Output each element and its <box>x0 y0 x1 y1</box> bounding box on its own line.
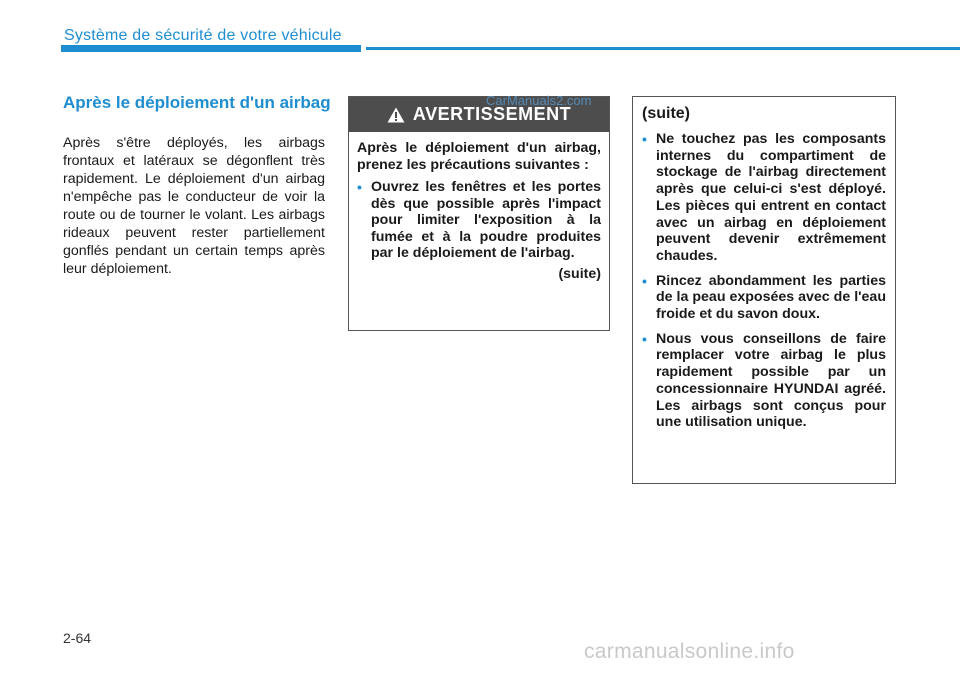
continuation-bullet-text: Rincez abondamment les parties de la peau exposées avec de l'eau froide et du savon doux. <box>656 272 886 323</box>
continuation-box <box>632 96 896 484</box>
continuation-title: (suite) <box>642 105 690 122</box>
continuation-bullet <box>642 331 886 431</box>
watermark-bottom: carmanualsonline.info <box>584 640 795 663</box>
warning-heading: AVERTISSEMENT <box>412 104 572 124</box>
bullet-dot: • <box>642 330 647 347</box>
warning-box <box>348 96 610 331</box>
bullet-dot: • <box>642 131 647 147</box>
warning-intro: Après le déploiement d'un airbag, prenez les précautions suivantes : <box>357 140 601 173</box>
warning-bullet-text: Ouvrez les fenêtres et les portes dès que possible après l'impact pour limiter l'exposition à la fumée et à la poudre produites par le déploiement de l'airbag. <box>371 179 601 261</box>
continuation-bullet-text: Ne touchez pas les composants internes du compartiment de stockage de l'airbag directement après que celui-ci s'est déployé. Les pièces qui entrent en contact avec un airbag en déploiement peuvent devenir extrêmement chaudes. <box>656 131 886 264</box>
continuation-bullet <box>642 273 886 323</box>
section-body: Après s'être déployés, les airbags frontaux et latéraux se dégonflent très rapidement. Le déploiement d'un airbag n'empêche pas le conducteur de voir la route ou de tourner le volant. Les airbags rideaux peuvent rester partiellement gonflés pendant un certain temps après leur déploiement. <box>63 135 325 277</box>
bullet-dot: • <box>357 179 362 195</box>
continuation-bullet-text: Nous vous conseillons de faire remplacer votre airbag le plus rapidement possible par un concessionnaire HYUNDAI agréé. Les airbags sont conçus pour une utilisation unique. <box>656 330 886 431</box>
warning-triangle-icon <box>387 107 405 123</box>
warning-continued: (suite) <box>558 265 601 282</box>
header-rule-thin <box>366 47 960 50</box>
chapter-title: Système de sécurité de votre véhicule <box>64 27 342 44</box>
continuation-bullet <box>642 131 886 265</box>
warning-content <box>349 132 609 282</box>
section-title: Après le déploiement d'un airbag <box>63 93 331 112</box>
header-rule-thick <box>61 45 361 52</box>
page-number: 2-64 <box>63 630 92 646</box>
bullet-dot: • <box>642 272 647 289</box>
watermark-top: CarManuals2.com <box>486 93 592 108</box>
warning-bullet <box>357 179 601 262</box>
